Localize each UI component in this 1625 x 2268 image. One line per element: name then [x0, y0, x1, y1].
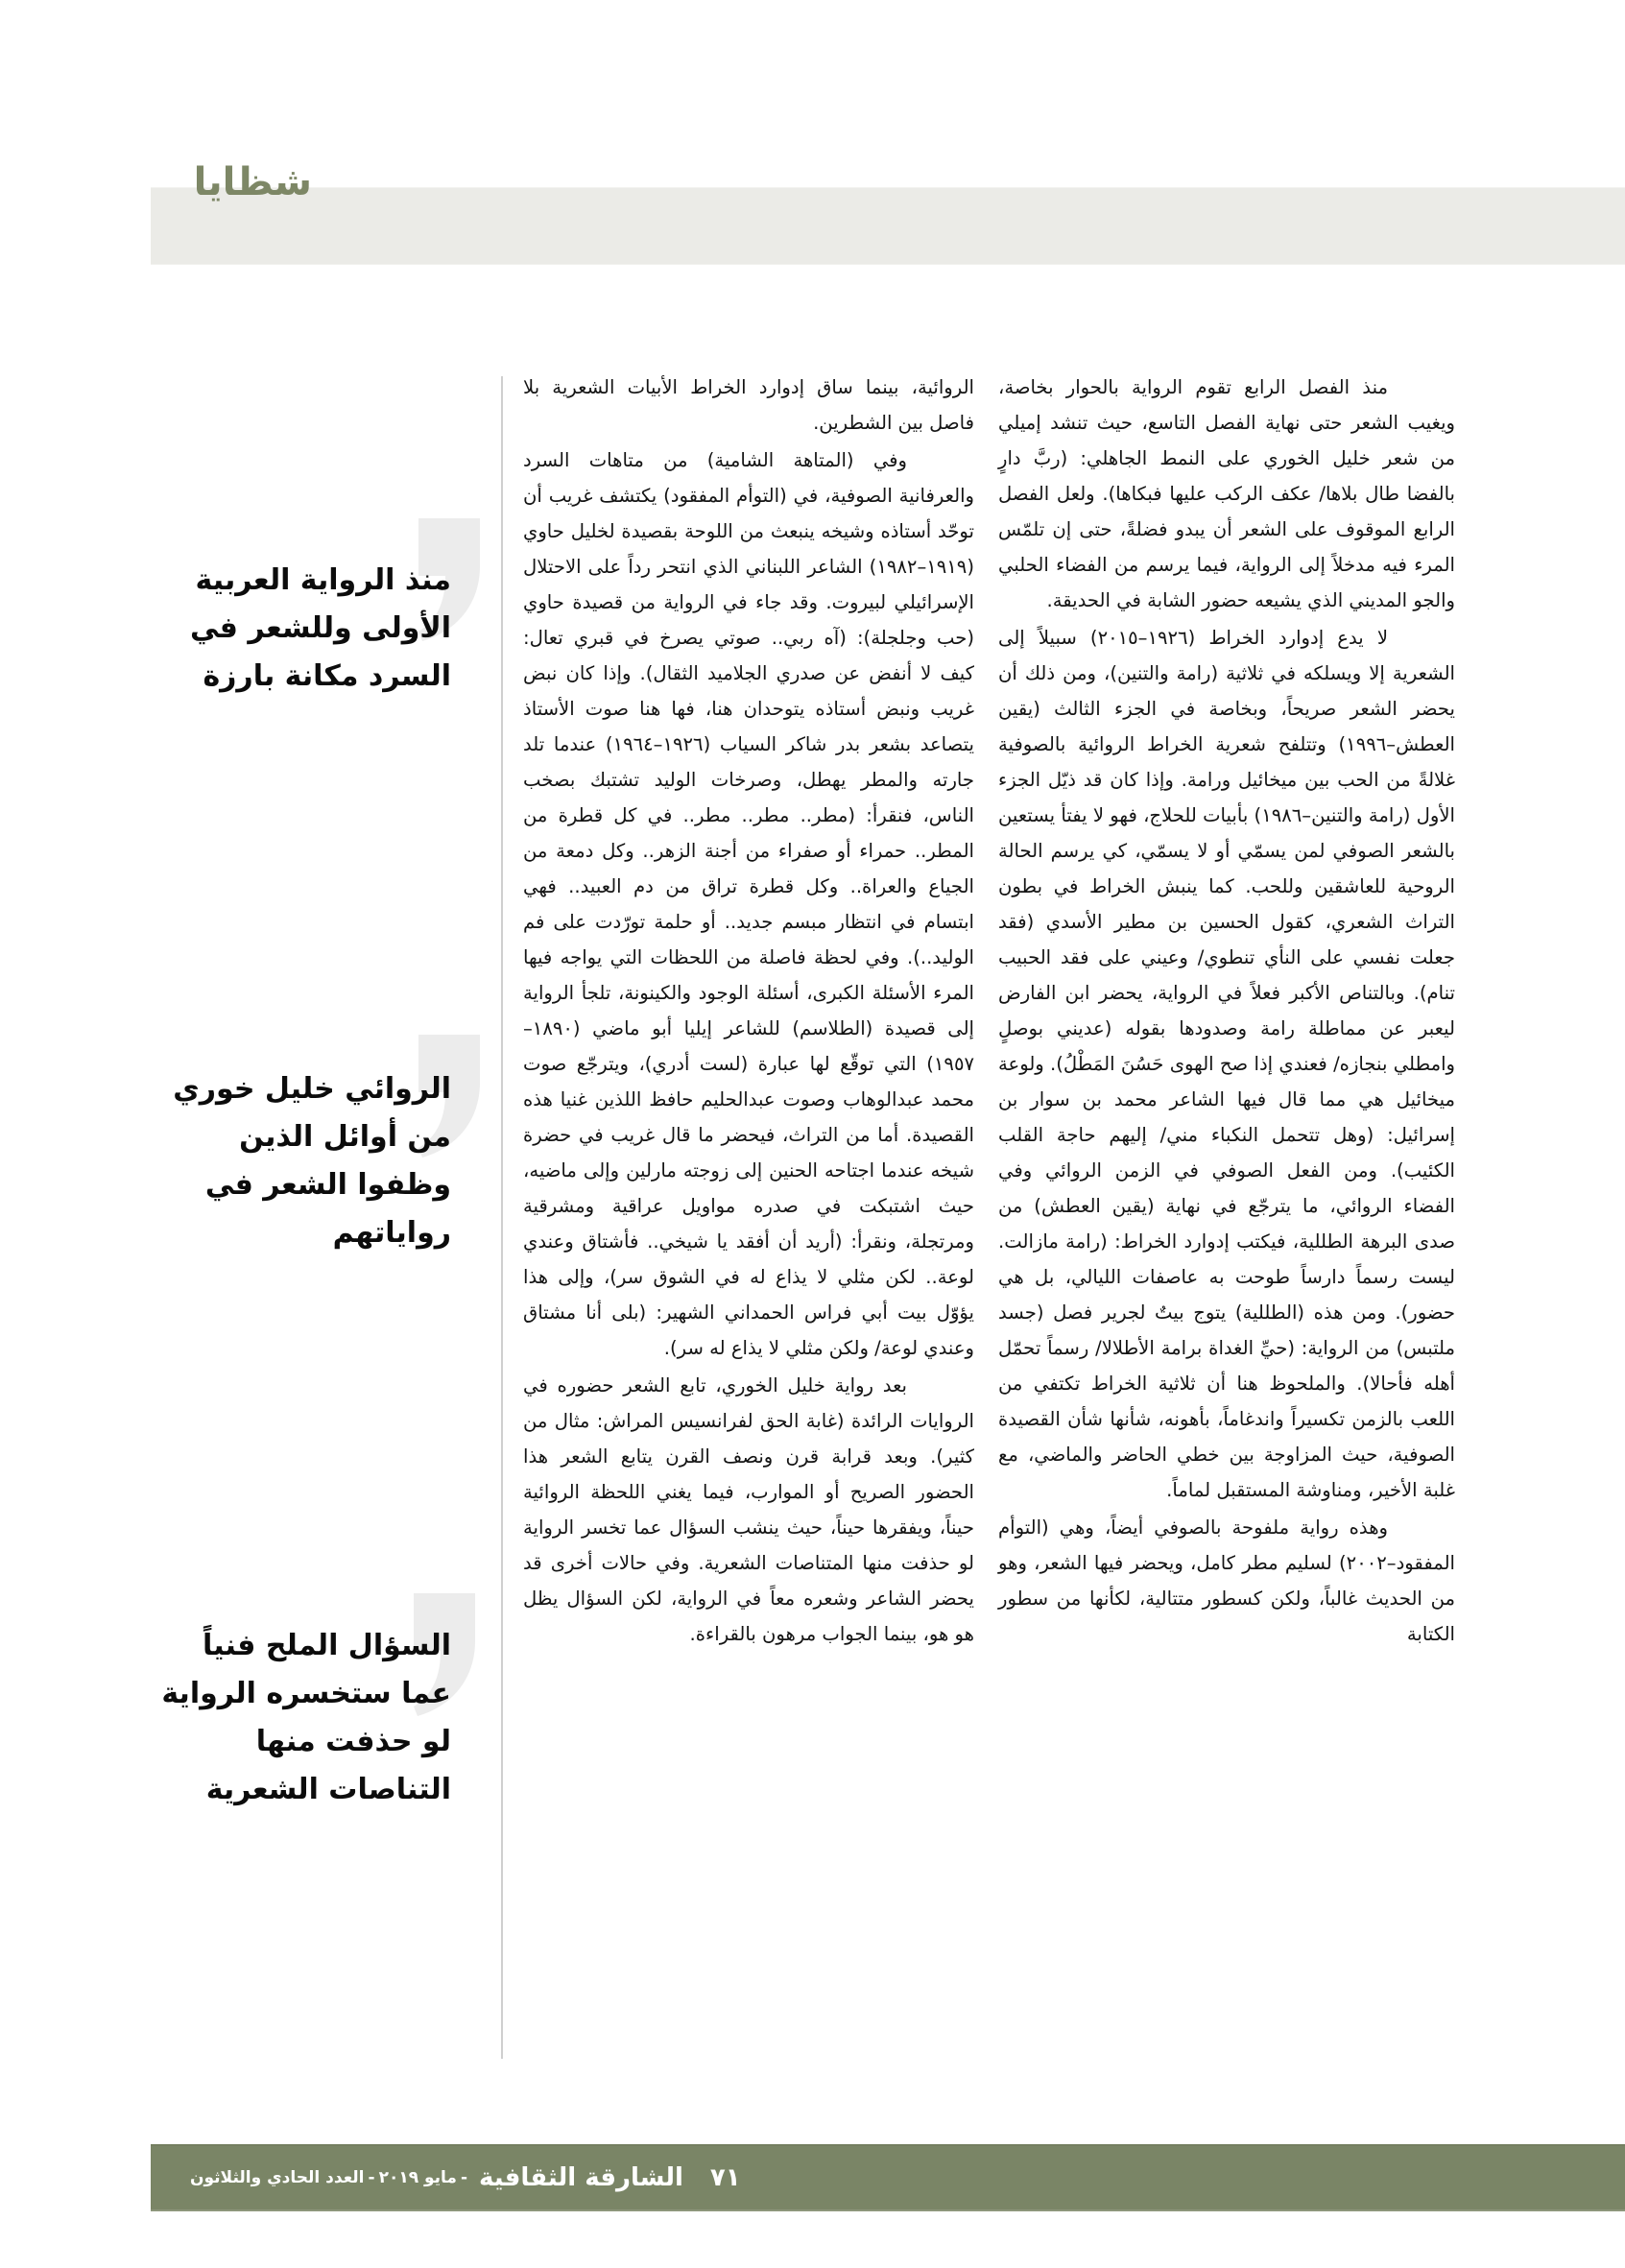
footer-issue: العدد الحادي والثلاثون	[190, 2168, 365, 2187]
page-number: ٧١	[709, 2163, 741, 2192]
footer-separator: -	[460, 2168, 468, 2187]
column-divider	[501, 376, 503, 2059]
paragraph: وهذه رواية ملفوحة بالصوفي أيضاً، وهي (التوأم المفقود–٢٠٠٢) لسليم مطر كامل، ويحضر فيها الشعر، وهو من الحديث غالباً، ولكن كسطور متتالية، لكأنها من سطور الكتابة	[998, 1516, 1455, 1645]
paragraph: وفي (المتاهة الشامية) من متاهات السرد والعرفانية الصوفية، في (التوأم المفقود) يكتشف غريب أن توحّد أستاذه وشيخه ينبعث من اللوحة بقصيدة لخليل حاوي (١٩١٩–١٩٨٢) الشاعر اللبناني الذي انتحر رداً على الاحتلال الإسرائيلي لبيروت. وقد جاء في الرواية من قصيدة حاوي (حب وجلجلة): (آه ربي.. صوتي يصرخ في قبري تعال: كيف لا أنفض عن صدري الجلاميد الثقال). وإذا كان نبض غريب ونبض أستاذه يتوحدان هنا، فها هنا صوت الأستاذ يتصاعد بشعر بدر شاكر السياب (١٩٢٦–١٩٦٤) عندما تلد جارته والمطر يهطل، وصرخات الوليد تشتبك بصخب الناس، فنقرأ: (مطر.. مطر.. مطر.. في كل قطرة من المطر.. حمراء أو صفراء من أجنة الزهر.. وكل دمعة من الجياع والعراة.. وكل قطرة تراق من دم العبيد.. فهي ابتسام في انتظار مبسم جديد.. أو حلمة تورّدت على فم الوليد..). وفي لحظة فاصلة من اللحظات التي يواجه فيها المرء الأسئلة الكبرى، أسئلة الوجود والكينونة، تلجأ الرواية إلى قصيدة (الطلاسم) للشاعر إيليا أبو ماضي (١٨٩٠–١٩٥٧) التي توقّع لها عبارة (لست أدري)، ويترجّع صوت محمد عبدالوهاب وصوت عبدالحليم حافظ اللذين غنيا هذه القصيدة. أما من التراث، فيحضر ما قال غريب في حضرة شيخه عندما اجتاحه الحنين إلى زوجته مارلين وإلى ماضيه، حيث اشتبكت في صدره مواويل عراقية ومشرقية ومرتجلة، ونقرأ: (أريد أن أفقد يا شيخي.. فأشتاق وعندي لوعة.. لكن مثلي لا يذاع له في الشوق سر)، وإلى هذا يؤوّل بيت أبي فراس الحمداني الشهير: (بلى أنا مشتاق وعندي لوعة/ ولكن مثلي لا يذاع له سر).	[523, 449, 974, 1359]
pull-quote	[144, 557, 451, 701]
section-header-band	[151, 188, 1625, 264]
paragraph: منذ الفصل الرابع تقوم الرواية بالحوار بخاصة، ويغيب الشعر حتى نهاية الفصل التاسع، حيث تنشد إميلي من شعر خليل الخوري على النمط الجاهلي: (ربَّ دارٍ بالفضا طال بلاها/ عكف الركب عليها فبكاها). ولعل الفصل الرابع الموقوف على الشعر أن يبدو فضلةً، حتى إن تلمّس المرء فيه مدخلاً إلى الرواية، فيما يرسم من الفضاء الحلبي والجو المديني الذي يشيعه حضور الشابة في الحديقة.	[998, 376, 1455, 611]
magazine-logo: الشارقة الثقافية	[479, 2163, 683, 2192]
section-title: شظايا	[193, 160, 312, 204]
footer-content	[184, 2146, 747, 2209]
pull-quote-text: الروائي خليل خوري من أوائل الذين وظفوا الشعر في رواياتهم	[173, 1072, 451, 1250]
footer-date: مايو ٢٠١٩	[378, 2168, 457, 2187]
paragraph: بعد رواية خليل الخوري، تابع الشعر حضوره في الروايات الرائدة (غابة الحق لفرانسيس المراش: مثال من كثير). وبعد قرابة قرن ونصف القرن يتابع الشعر هذا الحضور الصريح أو الموارب، فيما يغني اللحظة الروائية حيناً، ويفقرها حيناً، حيث ينشب السؤال عما تخسر الرواية لو حذفت منها المتناصات الشعرية. وفي حالات أخرى قد يحضر الشاعر وشعره معاً في الرواية، لكن السؤال يظل هو هو، بينما الجواب مرهون بالقراءة.	[523, 1374, 974, 1645]
footer-separator: -	[368, 2168, 375, 2187]
paragraph: الروائية، بينما ساق إدوارد الخراط الأبيات الشعرية بلا فاصل بين الشطرين.	[523, 376, 974, 434]
pull-quote	[144, 1065, 451, 1257]
pull-quote-text: السؤال الملح فنياً عما ستخسره الرواية لو حذفت منها التناصات الشعرية	[161, 1629, 451, 1806]
article-column-right	[998, 370, 1455, 1652]
paragraph: لا يدع إدوارد الخراط (١٩٢٦–٢٠١٥) سبيلاً إلى الشعرية إلا ويسلكه في ثلاثية (رامة والتنين)، ومن ذلك أن يحضر الشعر صريحاً، وبخاصة في الجزء الثالث (يقين العطش–١٩٩٦) وتتلفح شعرية الخراط الروائية بالصوفية غلالةً من الحب بين ميخائيل ورامة. وإذا كان قد ذيّل الجزء الأول (رامة والتنين–١٩٨٦) بأبيات للحلاج، فهو لا يفتأ يستعين بالشعر الصوفي لمن يسمّي أو لا يسمّي، كي يرسم الحالة الروحية للعاشقين وللحب. كما ينبش الخراط في بطون التراث الشعري، كقول الحسين بن مطير الأسدي (فقد جعلت نفسي على النأي تنطوي/ وعيني على فقد الحبيب تنام). وبالتناص الأكبر فعلاً في الرواية، يحضر ابن الفارض ليعبر عن مماطلة رامة وصدودها بقوله (عديني بوصلٍ وامطلي بنجازه/ فعندي إذا صح الهوى حَسُنَ المَطْلُ). ولوعة ميخائيل هي مما قال فيها الشاعر محمد بن سوار بن إسرائيل: (وهل تتحمل النكباء مني/ إليهم حاجة القلب الكئيب). ومن الفعل الصوفي في الزمن الروائي وفي الفضاء الروائي، ما يترجّع في نهاية (يقين العطش) من صدى البرهة الطللية، فيكتب إدوارد الخراط: (رامة مازالت. ليست رسماً دارساً طوحت به عاصفات الليالي، بل هي حضور). ومن هذه (الطللية) يتوج بيتٌ لجرير فصل (جسد ملتبس) من الرواية: (حيِّ الغداة برامة الأطلالا/ رسماً تحمّل أهله فأحالا). والملحوظ هنا أن ثلاثية الخراط تكتفي من اللعب بالزمن تكسيراً واندغاماً، بأهونه، شأنها شأن القصيدة الصوفية، حيث المزاوجة بين خطي الحاضر والماضي، مع غلبة الأخير، ومناوشة المستقبل لماماً.	[998, 627, 1455, 1501]
article-column-middle	[523, 370, 974, 1652]
pull-quote-text: منذ الرواية العربية الأولى وللشعر في السرد مكانة بارزة	[189, 563, 451, 693]
footer-band	[151, 2144, 1625, 2211]
pull-quote	[144, 1622, 451, 1814]
